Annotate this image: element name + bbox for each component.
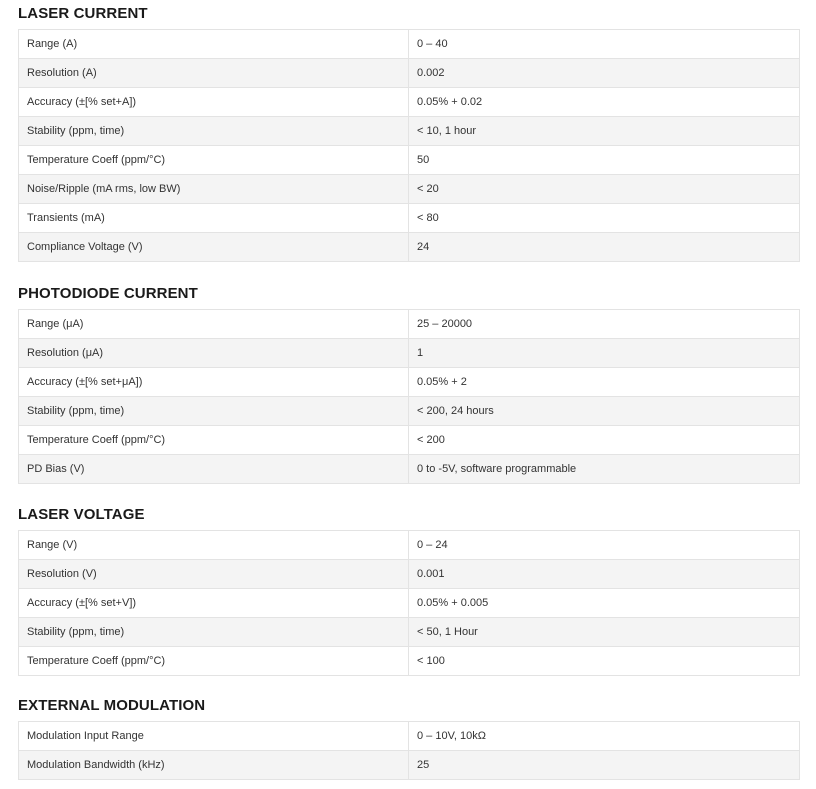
spec-value: 0 – 10V, 10kΩ: [409, 722, 800, 751]
spec-value: 0 – 40: [409, 30, 800, 59]
table-row: [19, 59, 800, 88]
spec-label: Range (A): [19, 30, 409, 59]
table-row: [19, 339, 800, 368]
spec-value: 50: [409, 146, 800, 175]
table-row: [19, 722, 800, 751]
spec-label: Resolution (V): [19, 560, 409, 589]
spec-table-external-modulation: [18, 721, 800, 780]
spec-value: 0.001: [409, 560, 800, 589]
table-row: [19, 426, 800, 455]
table-row: [19, 531, 800, 560]
spec-value: 0.002: [409, 59, 800, 88]
table-row: [19, 751, 800, 780]
spec-label: Stability (ppm, time): [19, 117, 409, 146]
spec-value: < 20: [409, 175, 800, 204]
spec-value: < 200: [409, 426, 800, 455]
table-row: [19, 589, 800, 618]
spec-value: 0.05% + 0.02: [409, 88, 800, 117]
section-title: EXTERNAL MODULATION: [18, 697, 206, 714]
spec-label: Transients (mA): [19, 204, 409, 233]
section-title: PHOTODIODE CURRENT: [18, 285, 198, 302]
section-laser-voltage: [18, 507, 145, 523]
table-row: [19, 647, 800, 676]
table-row: [19, 618, 800, 647]
spec-value: 1: [409, 339, 800, 368]
table-row: [19, 233, 800, 262]
spec-value: 0 – 24: [409, 531, 800, 560]
spec-label: Temperature Coeff (ppm/°C): [19, 426, 409, 455]
spec-value: 24: [409, 233, 800, 262]
table-row: [19, 175, 800, 204]
section-photodiode-current: [18, 286, 198, 302]
spec-label: Temperature Coeff (ppm/°C): [19, 146, 409, 175]
spec-value: 0.05% + 2: [409, 368, 800, 397]
spec-label: Temperature Coeff (ppm/°C): [19, 647, 409, 676]
section-external-modulation: [18, 698, 205, 714]
table-row: [19, 146, 800, 175]
table-row: [19, 310, 800, 339]
spec-table-laser-current: [18, 29, 800, 262]
spec-label: Accuracy (±[% set+V]): [19, 589, 409, 618]
spec-label: Noise/Ripple (mA rms, low BW): [19, 175, 409, 204]
spec-table-photodiode-current: [18, 309, 800, 484]
table-row: [19, 88, 800, 117]
spec-value: 25 – 20000: [409, 310, 800, 339]
spec-value: 0.05% + 0.005: [409, 589, 800, 618]
spec-value: < 100: [409, 647, 800, 676]
table-row: [19, 30, 800, 59]
spec-label: Range (V): [19, 531, 409, 560]
spec-label: Modulation Input Range: [19, 722, 409, 751]
table-row: [19, 455, 800, 484]
spec-label: PD Bias (V): [19, 455, 409, 484]
spec-value: 0 to -5V, software programmable: [409, 455, 800, 484]
table-row: [19, 117, 800, 146]
table-row: [19, 368, 800, 397]
spec-label: Accuracy (±[% set+μA]): [19, 368, 409, 397]
spec-label: Modulation Bandwidth (kHz): [19, 751, 409, 780]
table-row: [19, 560, 800, 589]
section-title: LASER VOLTAGE: [18, 506, 145, 523]
table-row: [19, 397, 800, 426]
spec-label: Resolution (A): [19, 59, 409, 88]
spec-label: Accuracy (±[% set+A]): [19, 88, 409, 117]
spec-value: < 50, 1 Hour: [409, 618, 800, 647]
spec-value: < 200, 24 hours: [409, 397, 800, 426]
spec-value: < 80: [409, 204, 800, 233]
spec-label: Range (μA): [19, 310, 409, 339]
spec-label: Compliance Voltage (V): [19, 233, 409, 262]
spec-label: Resolution (μA): [19, 339, 409, 368]
spec-value: 25: [409, 751, 800, 780]
spec-label: Stability (ppm, time): [19, 618, 409, 647]
spec-value: < 10, 1 hour: [409, 117, 800, 146]
table-row: [19, 204, 800, 233]
section-title: LASER CURRENT: [18, 5, 148, 22]
section-laser-current: [18, 6, 148, 22]
spec-label: Stability (ppm, time): [19, 397, 409, 426]
spec-table-laser-voltage: [18, 530, 800, 676]
